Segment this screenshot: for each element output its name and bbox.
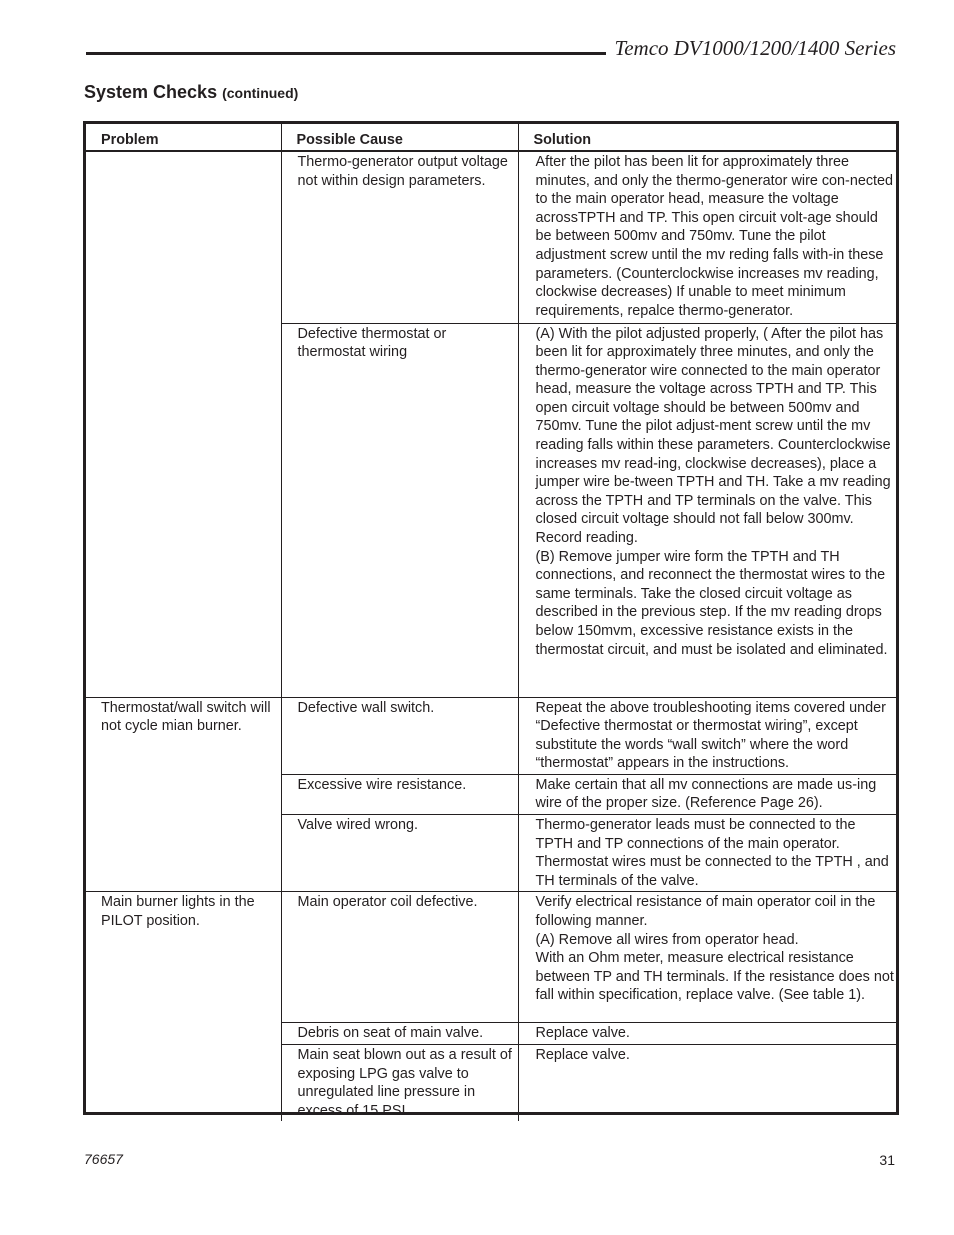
table-row	[86, 1045, 896, 1122]
cause-cell: Main operator coil defective.	[281, 892, 518, 1023]
solution-cell: Make certain that all mv connections are made us-ing wire of the proper size. (Reference Page 26).	[518, 774, 896, 814]
problem-cell	[86, 151, 281, 323]
solution-cell: Thermo-generator leads must be connected to the TPTH and TP connections of the main operator. Thermostat wires must be connected to the TPTH , and TH terminals of the valve.	[518, 815, 896, 892]
table-row	[86, 774, 896, 814]
problem-cell	[86, 815, 281, 892]
problem-cell	[86, 1045, 281, 1122]
cause-cell: Defective thermostat or thermostat wiring	[281, 323, 518, 697]
problem-cell	[86, 1023, 281, 1045]
header-cause: Possible Cause	[281, 124, 518, 151]
document-number: 76657	[84, 1151, 123, 1167]
section-subtitle: (continued)	[222, 85, 299, 101]
solution-step-ohm: With an Ohm meter, measure electrical resistance between TP and TH terminals. If the resistance does not fall within specification, replace valve. (See table 1).	[535, 950, 894, 1004]
solution-cell: Replace valve.	[518, 1045, 896, 1122]
solution-step-b: (B) Remove jumper wire form the TPTH and TH connections, and reconnect the thermostat wires to the same terminals. Take the closed circuit voltage as described in the previous step. If the mv reading drops below 150mvm, excessive resistance exists in the thermostat circuit, and must be isolated and eliminated.	[535, 548, 888, 658]
problem-cell	[86, 774, 281, 814]
solution-cell: Replace valve.	[518, 1023, 896, 1045]
cause-cell: Valve wired wrong.	[281, 815, 518, 892]
solution-step-a: (A) With the pilot adjusted properly, ( After the pilot has been lit for approximately three minutes, and only the thermo-generator wire connected to the main operator head, measure the voltage across TPTH and TP. This open circuit voltage should be between 500mv and 750mv. Tune the pilot adjust-ment screw until the mv reading falls within these parameters. Counterclockwise increases mv read-ing, clockwise decreases), place a jumper wire be-tween TPTH and TH. Take a mv reading across the TPTH and TP terminals on the valve. This closed circuit voltage should not fall below 300mv. Record reading.	[535, 325, 891, 547]
table-row	[86, 697, 896, 774]
table-row	[86, 892, 896, 1023]
table-header-row	[86, 124, 896, 151]
page-number: 31	[879, 1152, 895, 1168]
table-row	[86, 323, 896, 697]
system-checks-table	[83, 121, 899, 1119]
cause-cell: Excessive wire resistance.	[281, 774, 518, 814]
cause-cell: Defective wall switch.	[281, 697, 518, 774]
solution-cell	[518, 323, 896, 697]
table-row	[86, 151, 896, 323]
solution-cell: Repeat the above troubleshooting items covered under “Defective thermostat or thermostat wiring”, except substitute the words “wall switch” where the word “thermostat” appears in the instructions.	[518, 697, 896, 774]
solution-step-a: (A) Remove all wires from operator head.	[535, 931, 799, 948]
problem-cell: Main burner lights in the PILOT position.	[86, 892, 281, 1023]
section-title: System Checks	[84, 82, 218, 102]
solution-cell: After the pilot has been lit for approximately three minutes, and only the thermo-generator wire con-nected to the main operator head, measure the voltage acrossTPTH and TP. This open circuit volt-age should be between 500mv and 750mv. Tune the pilot adjustment screw until the mv reding falls with-in these parameters. (Counterclockwise increases mv reading, clockwise decreases) If unable to meet minimum requirements, repalce thermo-generator.	[518, 151, 896, 323]
cause-cell: Main seat blown out as a result of exposing LPG gas valve to unregulated line pressure in excess of 15 PSI.	[281, 1045, 518, 1122]
header-solution: Solution	[518, 124, 896, 151]
problem-cell: Thermostat/wall switch will not cycle mian burner.	[86, 697, 281, 774]
solution-step-intro: Verify electrical resistance of main operator coil in the following manner.	[535, 894, 876, 930]
cause-cell: Thermo-generator output voltage not within design parameters.	[281, 151, 518, 323]
solution-cell	[518, 892, 896, 1023]
section-heading	[84, 82, 298, 103]
series-title: Temco DV1000/1200/1400 Series	[614, 36, 896, 60]
table-row	[86, 1023, 896, 1045]
header-rule	[86, 52, 606, 55]
cause-cell: Debris on seat of main valve.	[281, 1023, 518, 1045]
problem-cell	[86, 323, 281, 697]
table-row	[86, 815, 896, 892]
header-problem: Problem	[86, 124, 281, 151]
